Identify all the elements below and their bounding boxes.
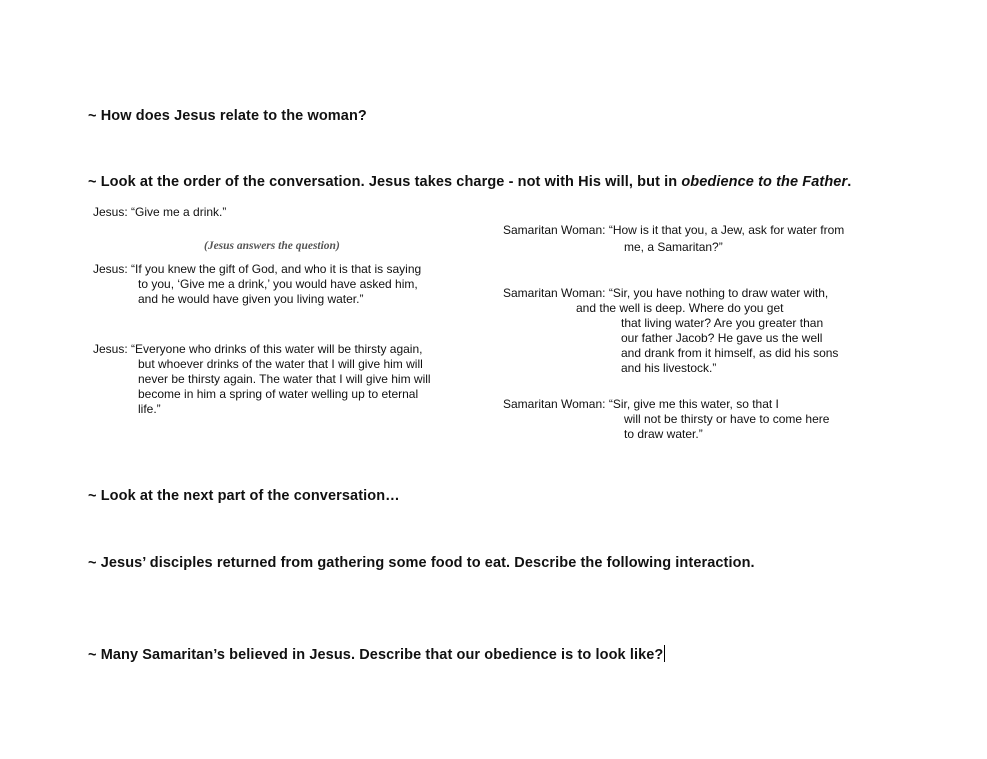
jesus-line-3-c: never be thirsty again. The water that I will give him will [138,372,431,386]
woman-reply-1-a: Samaritan Woman: “How is it that you, a Jew, ask for water from [503,223,845,237]
jesus-line-2-a: Jesus: “If you knew the gift of God, and who it is that is saying [93,262,422,276]
woman-reply-3-c: to draw water.” [624,427,703,441]
question-5-text[interactable]: ~ Many Samaritan’s believed in Jesus. Describe that our obedience is to look like? [88,647,664,663]
woman-reply-2-c: that living water? Are you greater than [621,316,824,330]
jesus-line-3-a: Jesus: “Everyone who drinks of this water will be thirsty again, [93,342,423,356]
question-3: ~ Look at the next part of the conversation… [88,488,400,504]
jesus-line-1: Jesus: “Give me a drink.” [93,205,227,219]
woman-reply-2-f: and his livestock.” [621,361,717,375]
woman-reply-2-d: our father Jacob? He gave us the well [621,331,823,345]
question-4: ~ Jesus’ disciples returned from gathering some food to eat. Describe the following interaction. [88,555,755,571]
woman-reply-2-e: and drank from it himself, as did his sons [621,346,839,360]
question-5 [88,645,665,663]
jesus-line-2-c: and he would have given you living water.” [138,292,364,306]
jesus-line-3-b: but whoever drinks of the water that I will give him will [138,357,423,371]
woman-reply-2-b: and the well is deep. Where do you get [576,301,784,315]
woman-reply-1-b: me, a Samaritan?” [624,240,723,254]
woman-reply-2-a: Samaritan Woman: “Sir, you have nothing to draw water with, [503,286,829,300]
jesus-answers-note: (Jesus answers the question) [204,240,340,252]
question-2 [88,174,851,190]
question-1: ~ How does Jesus relate to the woman? [88,108,367,124]
woman-reply-3-b: will not be thirsty or have to come here [624,412,830,426]
question-2-end: . [847,174,852,190]
jesus-line-3-e: life.” [138,402,161,416]
question-2-text: ~ Look at the order of the conversation. Jesus takes charge - not with His will, but in [88,174,682,190]
question-2-emphasis: obedience to the Father [681,174,848,190]
jesus-line-2-b: to you, ‘Give me a drink,’ you would have asked him, [138,277,418,291]
woman-reply-3-a: Samaritan Woman: “Sir, give me this water, so that I [503,397,779,411]
jesus-line-3-d: become in him a spring of water welling up to eternal [138,387,419,401]
text-cursor [664,645,665,662]
